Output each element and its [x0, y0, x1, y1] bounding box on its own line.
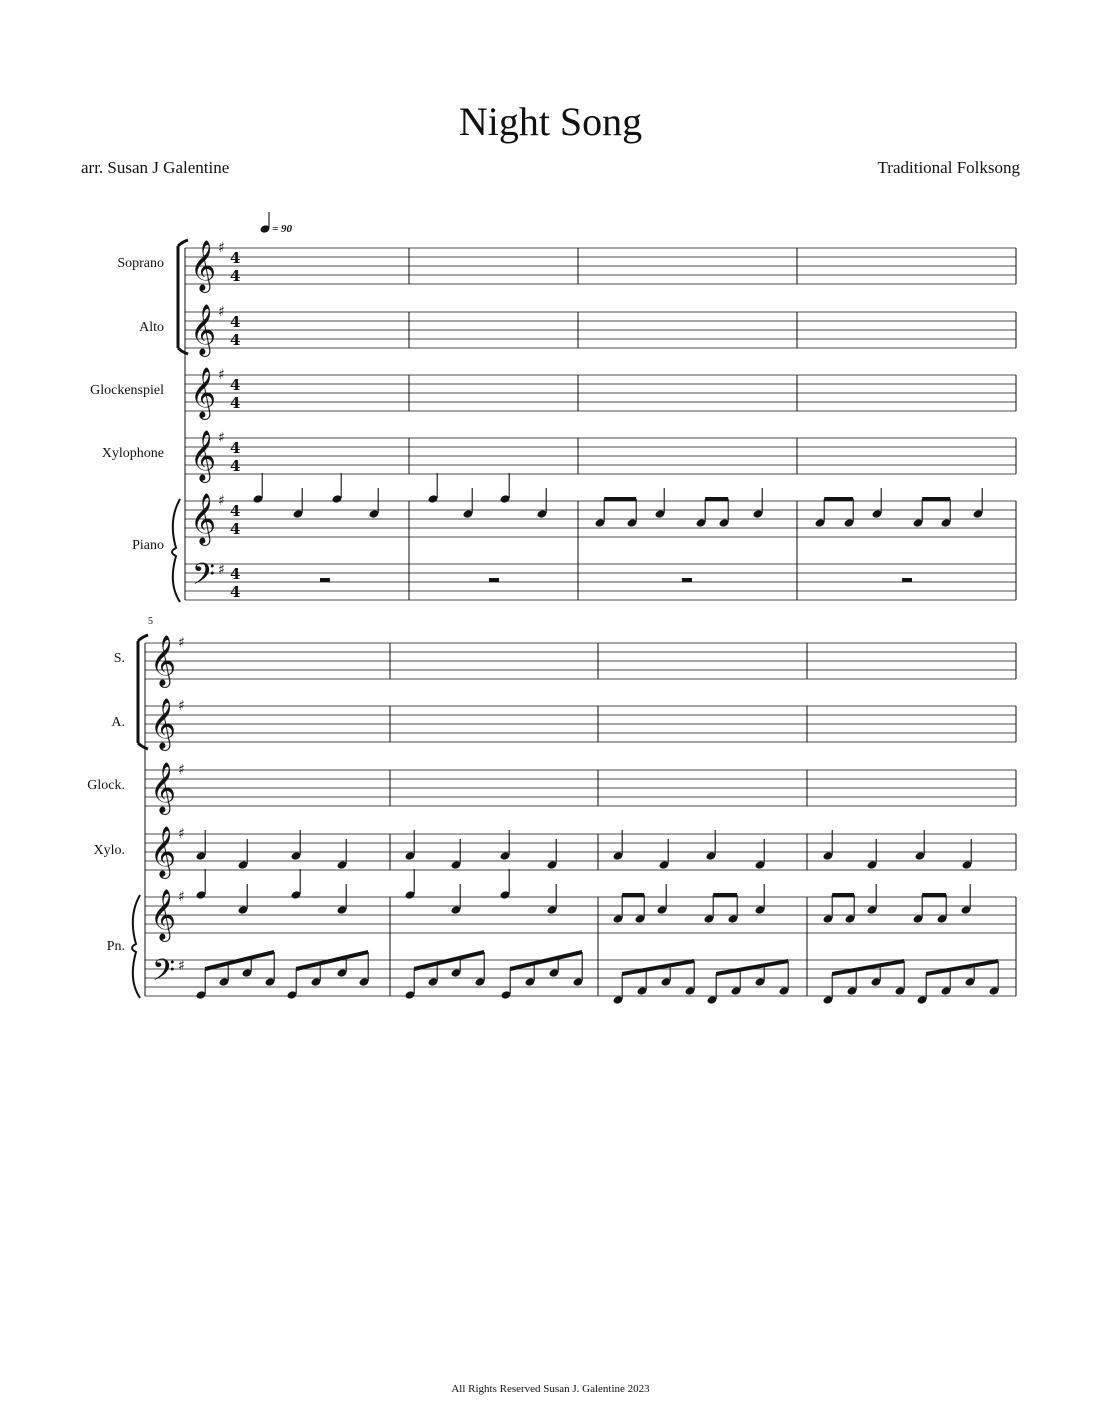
- beam: [622, 961, 694, 974]
- time-signature: 4: [230, 376, 241, 394]
- rest: [902, 578, 912, 582]
- time-signature: 4: [230, 439, 241, 457]
- composer-credit: Traditional Folksong: [877, 158, 1020, 177]
- rest: [682, 578, 692, 582]
- sharp-icon: ♯: [178, 958, 185, 974]
- time-signature: 4: [230, 249, 241, 267]
- sharp-icon: ♯: [218, 240, 225, 256]
- time-signature: 4: [230, 583, 241, 601]
- staff-label-alto: Alto: [139, 320, 164, 335]
- beam: [716, 961, 788, 974]
- bass-clef-icon: 𝄢: [192, 558, 216, 599]
- staff-label-xylo: Xylo.: [93, 843, 125, 858]
- sharp-icon: ♯: [178, 826, 185, 842]
- time-signature: 4: [230, 520, 241, 538]
- rest: [489, 578, 499, 582]
- treble-clef-icon: 𝄞: [190, 493, 217, 544]
- sharp-icon: ♯: [178, 762, 185, 778]
- copyright-footer: All Rights Reserved Susan J. Galentine 2023: [451, 1383, 650, 1395]
- treble-clef-icon: 𝄞: [150, 762, 177, 813]
- time-signature: 4: [230, 502, 241, 520]
- time-signature: 4: [230, 331, 241, 349]
- staff-label-xylophone: Xylophone: [101, 446, 164, 461]
- arranger-credit: arr. Susan J Galentine: [81, 158, 230, 177]
- piano-brace: [172, 499, 180, 602]
- sharp-icon: ♯: [218, 304, 225, 320]
- staff-label-pn: Pn.: [106, 939, 125, 954]
- staff-label-a: A.: [111, 715, 125, 730]
- sharp-icon: ♯: [178, 698, 185, 714]
- time-signature: 4: [230, 267, 241, 285]
- score-title: Night Song: [458, 99, 643, 144]
- tempo-marking: = 90: [272, 223, 293, 235]
- treble-clef-icon: 𝄞: [150, 635, 177, 686]
- staff-label-s: S.: [113, 651, 125, 666]
- treble-clef-icon: 𝄞: [150, 889, 177, 940]
- treble-clef-icon: 𝄞: [150, 698, 177, 749]
- time-signature: 4: [230, 565, 241, 583]
- staff-label-piano: Piano: [132, 538, 164, 553]
- sharp-icon: ♯: [218, 367, 225, 383]
- beam: [832, 961, 904, 974]
- time-signature: 4: [230, 313, 241, 331]
- treble-clef-icon: 𝄞: [190, 367, 217, 418]
- beam: [926, 961, 998, 974]
- beam: [414, 952, 484, 969]
- staff-label-glockenspiel: Glockenspiel: [90, 383, 164, 398]
- staff-label-glock: Glock.: [87, 778, 125, 793]
- measure-number: 5: [148, 616, 153, 627]
- bass-clef-icon: 𝄢: [152, 954, 176, 995]
- piano-brace: [132, 895, 140, 998]
- rest: [320, 578, 330, 582]
- treble-clef-icon: 𝄞: [190, 430, 217, 481]
- treble-clef-icon: 𝄞: [190, 304, 217, 355]
- sharp-icon: ♯: [218, 562, 225, 578]
- staff-label-soprano: Soprano: [117, 256, 164, 271]
- beam: [296, 952, 368, 969]
- sharp-icon: ♯: [218, 493, 225, 509]
- treble-clef-icon: 𝄞: [190, 240, 217, 291]
- treble-clef-icon: 𝄞: [150, 826, 177, 877]
- time-signature: 4: [230, 394, 241, 412]
- sharp-icon: ♯: [218, 430, 225, 446]
- sharp-icon: ♯: [178, 889, 185, 905]
- time-signature: 4: [230, 457, 241, 475]
- sharp-icon: ♯: [178, 635, 185, 651]
- beam: [205, 952, 274, 969]
- beam: [510, 952, 582, 969]
